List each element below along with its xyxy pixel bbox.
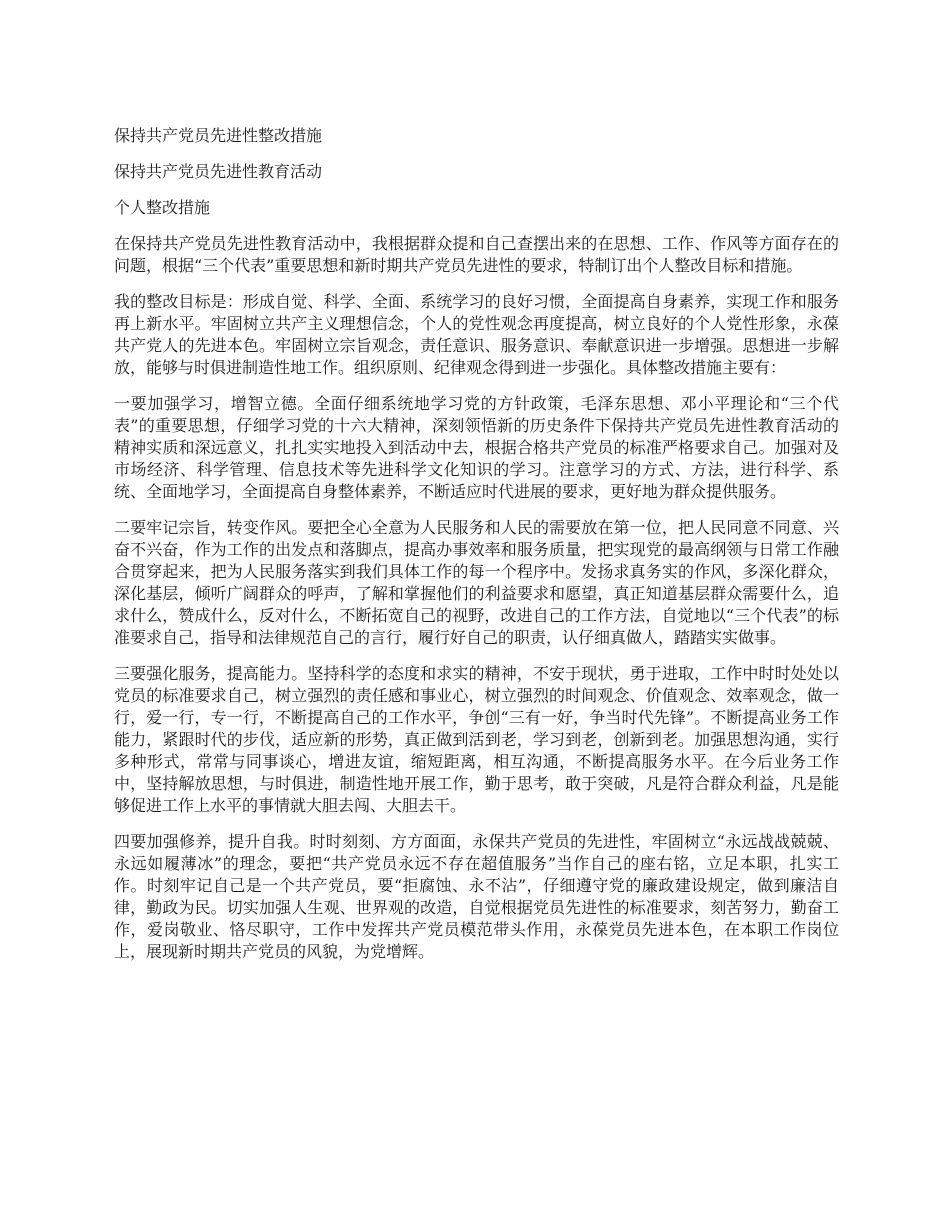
measure-two-paragraph: 二要牢记宗旨，转变作风。要把全心全意为人民服务和人民的需要放在第一位，把人民同意不同意、兴奋不兴奋，作为工作的出发点和落脚点，提高办事效率和服务质量，把实现党的最高纲领与日常工作融合贯穿起来，把为人民服务落实到我们具体工作的每一个程序中。发扬求真务实的作风，多深化群众，深化基层，倾听广阔群众的呼声，了解和掌握他们的利益要求和愿望，真正知道基层群众需要什么，追求什么，赞成什么，反对什么，不断拓宽自己的视野，改进自己的工作方法，自觉地以“三个代表”的标准要求自己，指导和法律规范自己的言行，履行好自己的职责，认仔细真做人，踏踏实实做事。 [114,518,839,647]
document-title: 保持共产党员先进性整改措施 [114,126,323,145]
measure-four-paragraph: 四要加强修养，提升自我。时时刻刻、方方面面，永保共产党员的先进性，牢固树立“永远战战兢兢、永远如履薄冰”的理念，要把“共产党员永远不存在超值服务”当作自己的座右铭，立足本职，扎实工作。时刻牢记自己是一个共产党员，要“拒腐蚀、永不沾”，仔细遵守党的廉政建设规定，做到廉洁自律，勤政为民。切实加强人生观、世界观的改造，自觉根据党员先进性的标准要求，刻苦努力，勤奋工作，爱岗敬业、恪尽职守，工作中发挥共产党员模范带头作用，永葆党员先进本色，在本职工作岗位上，展现新时期共产党员的风貌，为党增辉。 [114,832,839,961]
goals-paragraph: 我的整改目标是：形成自觉、科学、全面、系统学习的良好习惯，全面提高自身素养，实现工作和服务再上新水平。牢固树立共产主义理想信念，个人的党性观念再度提高，树立良好的个人党性形象，永葆共产党人的先进本色。牢固树立宗旨观念，责任意识、服务意识、奉献意识进一步增强。思想进一步解放，能够与时俱进制造性地工作。组织原则、纪律观念得到进一步强化。具体整改措施主要有： [114,292,839,377]
measure-three-paragraph: 三要强化服务，提高能力。坚持科学的态度和求实的精神，不安于现状，勇于进取，工作中时时处处以党员的标准要求自己，树立强烈的责任感和事业心，树立强烈的时间观念、价值观念、效率观念，做一行，爱一行，专一行，不断提高自己的工作水平，争创“三有一好，争当时代先锋”。不断提高业务工作能力，紧跟时代的步伐，适应新的形势，真正做到活到老，学习到老，创新到老。加强思想沟通，实行多种形式，常常与同事谈心，增进友谊，缩短距离，相互沟通，不断提高服务水平。在今后业务工作中，坚持解放思想，与时俱进，制造性地开展工作，勤于思考，敢于突破，凡是符合群众利益，凡是能够促进工作上水平的事情就大胆去闯、大胆去干。 [114,664,839,815]
document-subtitle: 保持共产党员先进性教育活动 [114,162,323,181]
section-heading: 个人整改措施 [114,198,211,217]
measure-one-paragraph: 一要加强学习，增智立德。全面仔细系统地学习党的方针政策，毛泽东思想、邓小平理论和“三个代表”的重要思想，仔细学习党的十六大精神，深刻领悟新的历史条件下保持共产党员先进性教育活动的精神实质和深远意义，扎扎实实地投入到活动中去，根据合格共产党员的标准严格要求自己。加强对及市场经济、科学管理、信息技术等先进科学文化知识的学习。注意学习的方式、方法，进行科学、系统、全面地学习，全面提高自身整体素养，不断适应时代进展的要求，更好地为群众提供服务。 [114,394,839,501]
document-page [114,125,839,977]
intro-paragraph: 在保持共产党员先进性教育活动中，我根据群众提和自己查摆出来的在思想、工作、作风等方面存在的问题，根据“三个代表”重要思想和新时期共产党员先进性的要求，特制订出个人整改目标和措施。 [114,234,839,275]
